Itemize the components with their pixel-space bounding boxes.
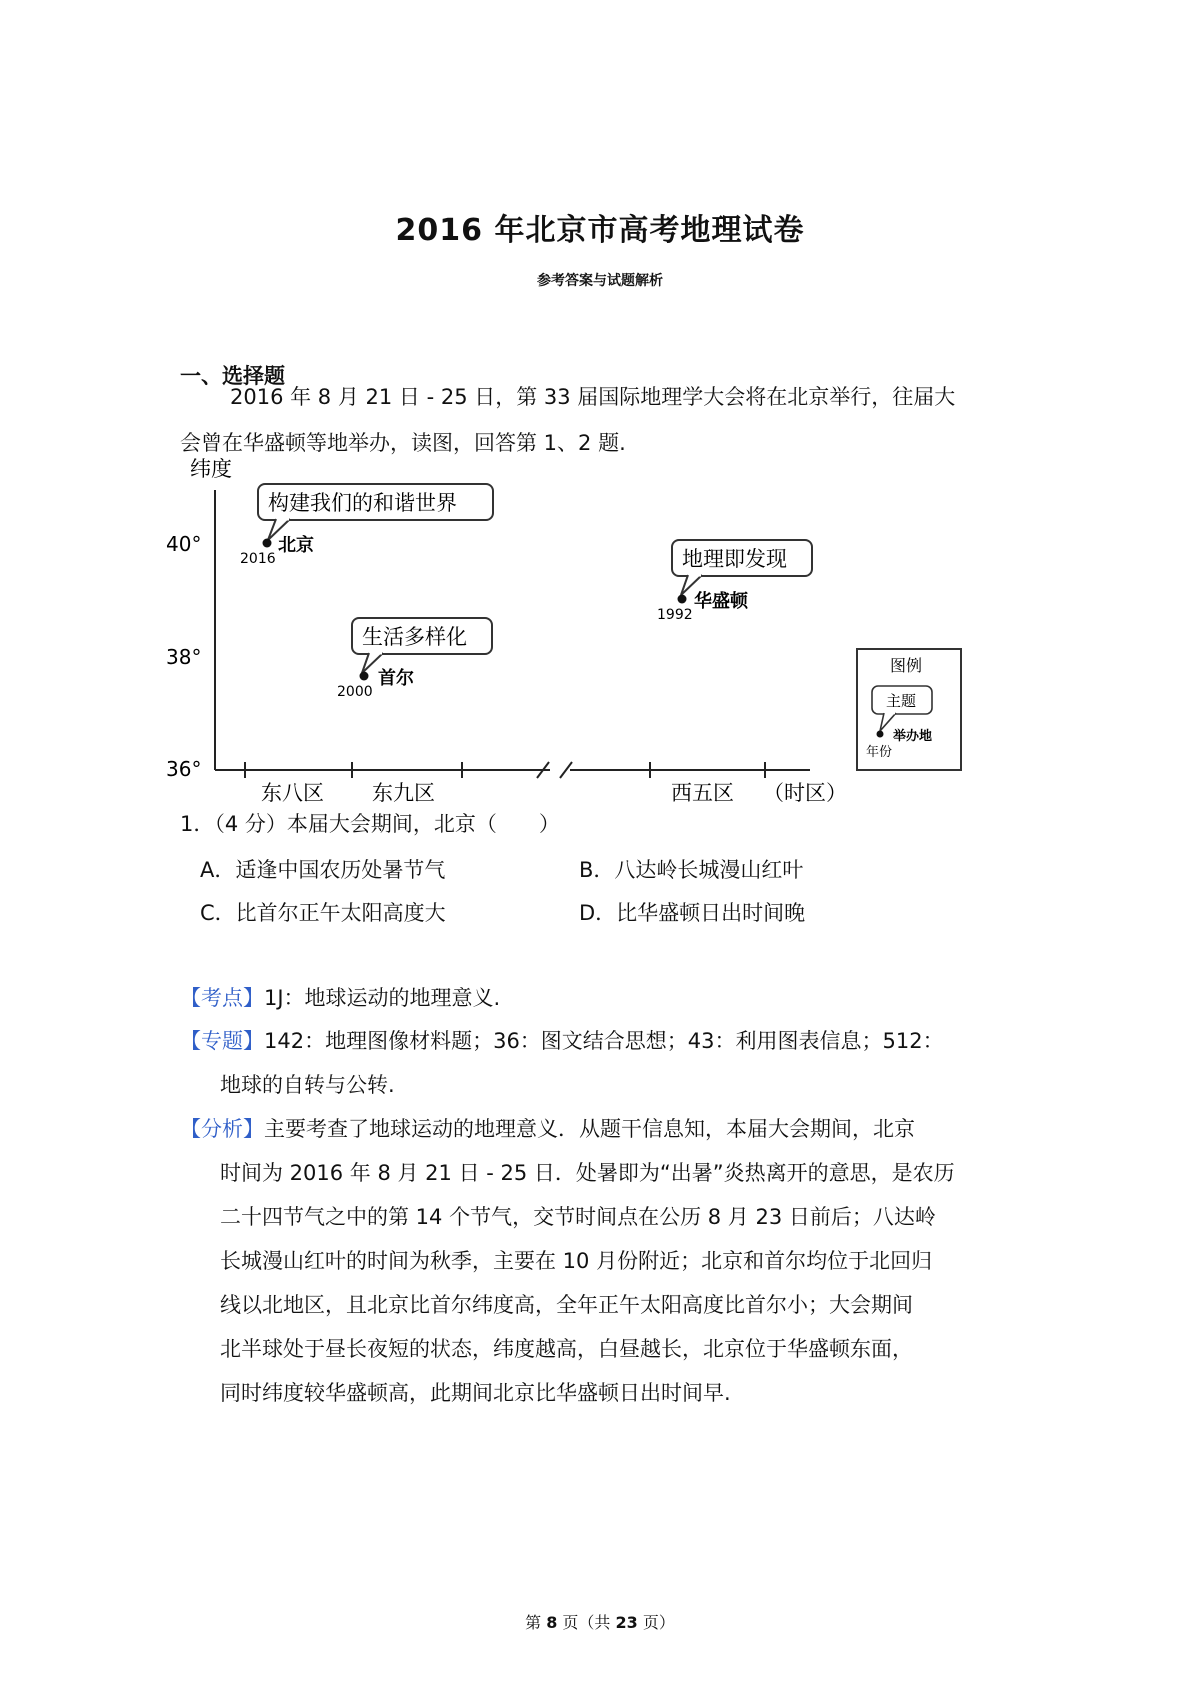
y-axis-label: 纬度	[190, 457, 232, 481]
y-tick-label: 36°	[166, 757, 202, 781]
footer-suffix: 页）	[637, 1613, 675, 1632]
fenxi-row	[180, 1106, 1050, 1153]
seoul-point	[360, 672, 369, 681]
zhuanti-row	[180, 1018, 1050, 1065]
fenxi-line: 时间为 2016 年 8 月 21 日 - 25 日．处暑即为“出暑”炎热离开的意思，是农历	[220, 1161, 955, 1185]
fenxi-tag: 【分析】	[180, 1117, 264, 1141]
legend-year: 年份	[866, 745, 893, 760]
fenxi-line: 北半球处于昼长夜短的状态，纬度越高，白昼越长，北京位于华盛顿东面，	[220, 1337, 913, 1361]
legend-title: 图例	[890, 656, 923, 675]
legend-point	[877, 731, 884, 738]
option-d: D．比华盛顿日出时间晚	[579, 901, 806, 925]
fenxi-line: 二十四节气之中的第 14 个节气，交节时间点在公历 8 月 23 日前后；八达岭	[220, 1205, 936, 1229]
theme-label: 地理即发现	[682, 547, 787, 571]
kaodian-tag: 【考点】	[180, 986, 264, 1010]
year-label: 1992	[657, 607, 693, 623]
zhuanti-tag: 【专题】	[180, 1029, 264, 1053]
zhuanti-text: 142：地理图像材料题；36：图文结合思想；43：利用图表信息；512：	[264, 1029, 944, 1053]
fenxi-line: 线以北地区，且北京比首尔纬度高，全年正午太阳高度比首尔小；大会期间	[220, 1293, 913, 1317]
option-a: A．适逢中国农历处暑节气	[200, 858, 446, 882]
washington-point	[678, 595, 687, 604]
fenxi-line: 长城漫山红叶的时间为秋季，主要在 10 月份附近；北京和首尔均位于北回归	[220, 1249, 933, 1273]
page-footer	[0, 1610, 1200, 1633]
x-tick-label: 东九区	[372, 781, 435, 805]
zhuanti-continuation: 地球的自转与公转.	[220, 1073, 395, 1097]
y-tick-label: 38°	[166, 645, 202, 669]
page-number: 8	[546, 1613, 558, 1632]
theme-label: 生活多样化	[362, 625, 467, 649]
legend-place: 举办地	[893, 729, 933, 744]
city-label: 北京	[278, 535, 314, 556]
legend-theme: 主题	[886, 692, 917, 710]
intro-line-2: 会曾在华盛顿等地举办，读图，回答第 1、2 题.	[180, 431, 626, 455]
x-axis-unit: （时区）	[763, 781, 847, 805]
intro-line-1: 2016 年 8 月 21 日 - 25 日，第 33 届国际地理学大会将在北京举行，往届大	[230, 385, 956, 409]
city-label: 首尔	[378, 668, 414, 689]
y-tick-label: 40°	[166, 532, 202, 556]
year-label: 2016	[240, 551, 276, 567]
kaodian-text: 1J：地球运动的地理意义.	[264, 986, 501, 1010]
option-c: C．比首尔正午太阳高度大	[200, 901, 446, 925]
section-heading: 一、选择题	[180, 364, 285, 388]
year-label: 2000	[337, 684, 373, 700]
fenxi-text: 主要考查了地球运动的地理意义．从题干信息知，本届大会期间，北京	[264, 1117, 915, 1141]
kaodian-row	[180, 975, 1050, 1022]
theme-label: 构建我们的和谐世界	[268, 491, 457, 515]
beijing-point	[263, 539, 272, 548]
fenxi-line: 同时纬度较华盛顿高，此期间北京比华盛顿日出时间早.	[220, 1381, 731, 1405]
question-stem: 1．（4 分）本届大会期间，北京（ ）	[180, 812, 560, 836]
option-b: B．八达岭长城漫山红叶	[579, 858, 804, 882]
city-label: 华盛顿	[694, 591, 748, 612]
x-tick-label: 东八区	[261, 781, 324, 805]
footer-prefix: 第	[525, 1613, 547, 1632]
footer-mid: 页（共	[557, 1613, 616, 1632]
document-title: 2016 年北京市高考地理试卷	[395, 213, 805, 248]
document-subtitle: 参考答案与试题解析	[537, 273, 663, 289]
x-tick-label: 西五区	[671, 781, 734, 805]
page-total: 23	[615, 1613, 638, 1632]
